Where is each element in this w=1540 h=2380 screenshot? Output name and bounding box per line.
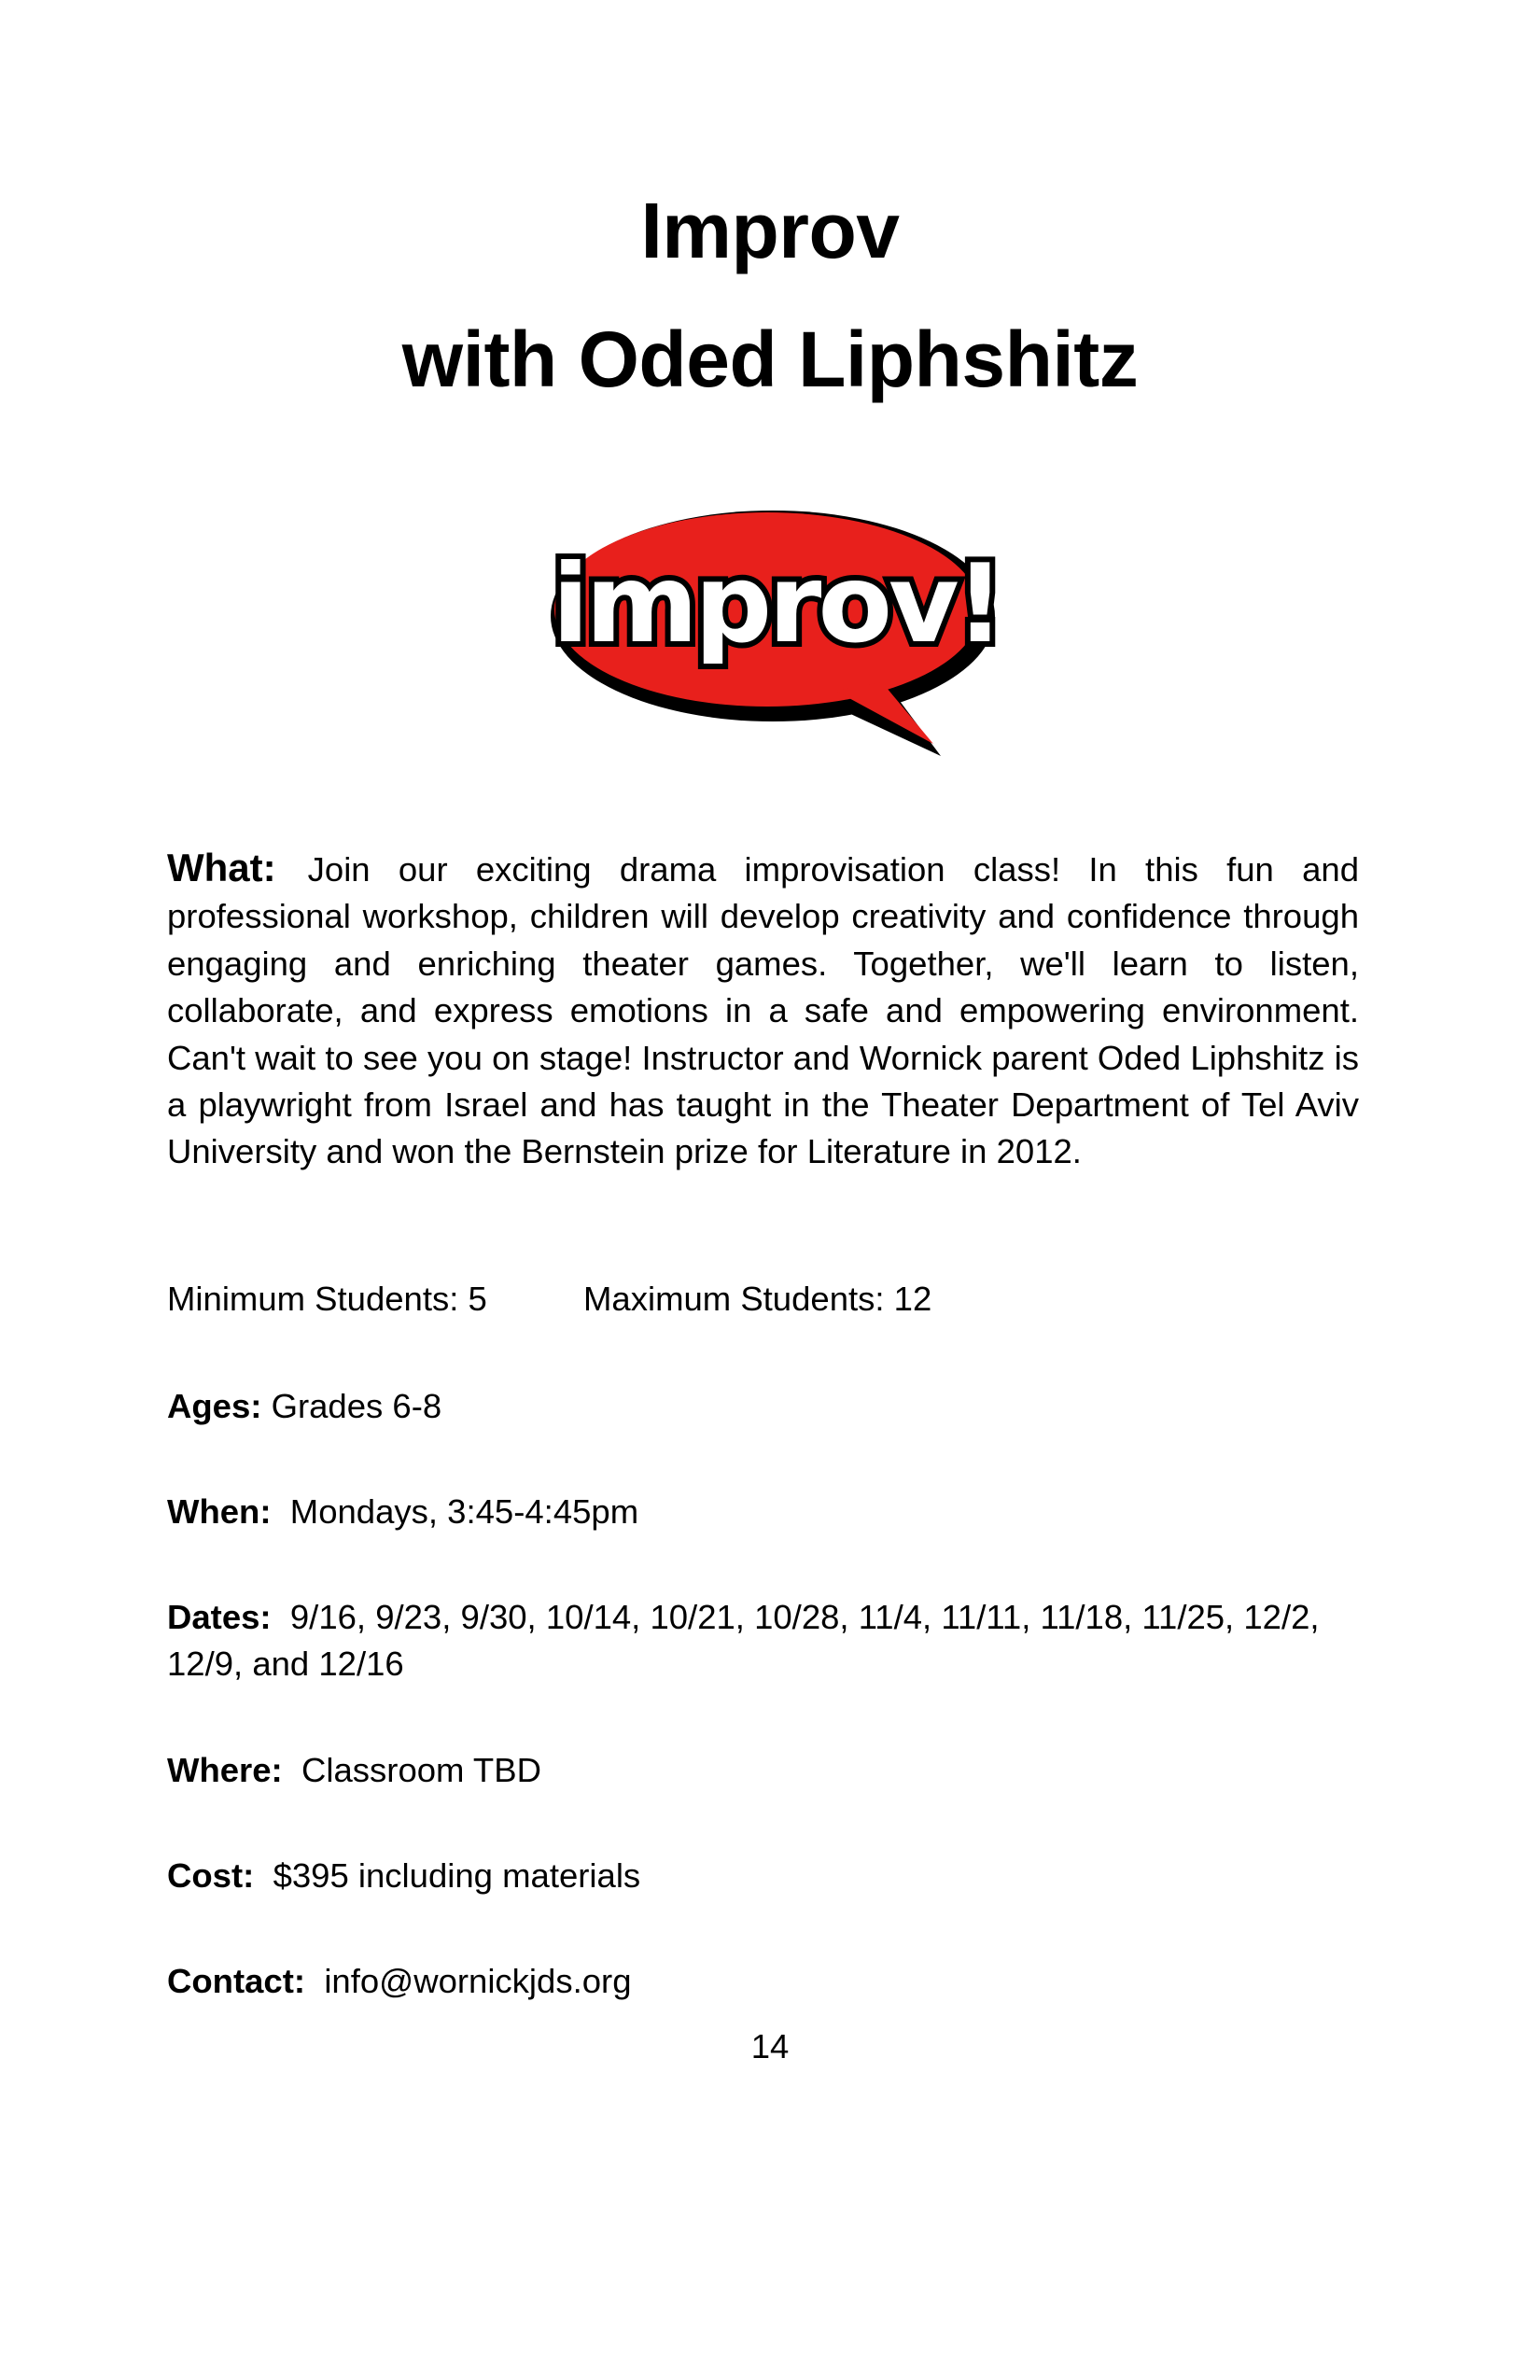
dates-label: Dates: (167, 1598, 272, 1636)
dates-row (167, 1594, 1371, 1687)
page-number: 14 (750, 2027, 790, 2065)
page-subtitle: with Oded Liphshitz (401, 315, 1139, 403)
what-section (167, 845, 1359, 1176)
contact-email: info@wornickjds.org (324, 1962, 632, 2000)
what-description: Join our exciting drama improvisation class! In this fun and professional workshop, children will develop creativity and confidence through engaging and enriching theater games. Together, we'll learn to listen, collaborate, and express emotions in a safe and empowering environment. Can't wait to see you on stage! Instructor and Wornick parent Oded Liphshitz is a playwright from Israel and has taught in the Theater Department of Tel Aviv University and won the Bernstein prize for Literature in 2012. (167, 850, 1359, 1171)
contact-label: Contact: (167, 1962, 306, 2000)
ages-label: Ages: (167, 1387, 262, 1425)
cost-label: Cost: (167, 1856, 255, 1895)
when-row (167, 1489, 638, 1535)
what-label: What: (167, 846, 276, 889)
when-value: Mondays, 3:45-4:45pm (289, 1492, 639, 1531)
max-students: Maximum Students: 12 (583, 1280, 932, 1318)
students-row (167, 1276, 932, 1323)
dates-value: 9/16, 9/23, 9/30, 10/14, 10/21, 10/28, 11/4, 11/11, 11/18, 11/25, 12/2, 12/9, and 12/16 (167, 1598, 1320, 1683)
cost-value: $395 including materials (273, 1856, 641, 1895)
improv-logo (523, 499, 1045, 761)
logo-text: improv! (552, 541, 1001, 667)
where-value: Classroom TBD (301, 1751, 541, 1789)
ages-row (167, 1383, 441, 1430)
contact-row (167, 1958, 632, 2005)
ages-value: Grades 6-8 (271, 1387, 442, 1425)
cost-row (167, 1853, 640, 1899)
where-row (167, 1747, 541, 1794)
page-title: Improv (640, 187, 900, 274)
where-label: Where: (167, 1751, 283, 1789)
min-students: Minimum Students: 5 (167, 1280, 487, 1318)
when-label: When: (167, 1492, 272, 1531)
